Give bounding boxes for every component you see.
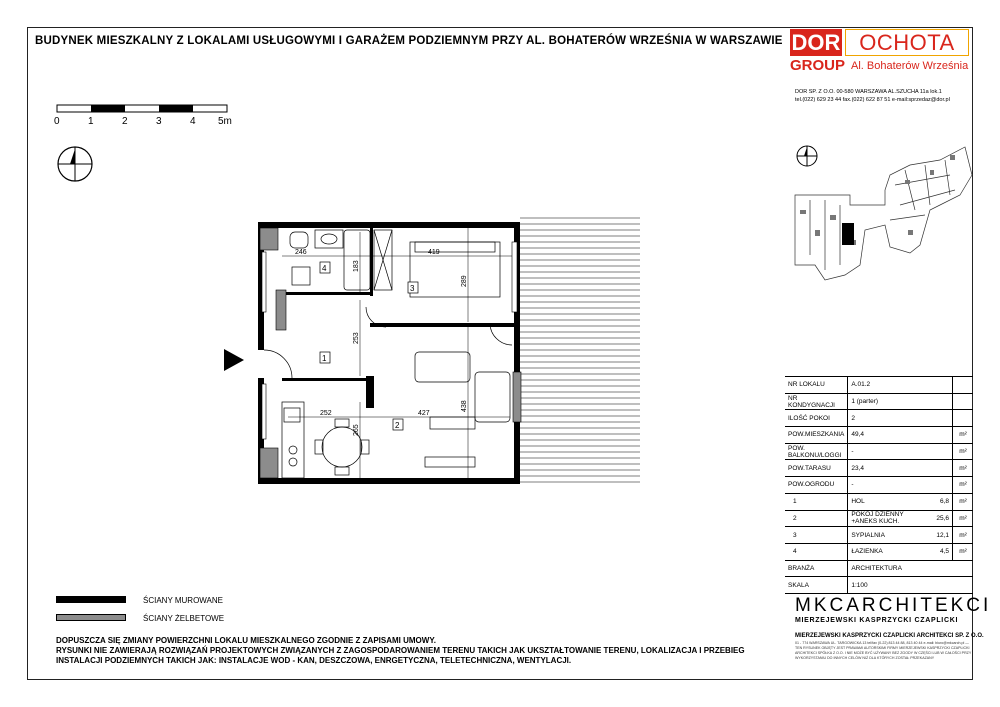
row-value: ARCHITEKTURA (848, 560, 973, 577)
row-value: 2 (848, 410, 953, 427)
table-row (785, 477, 973, 494)
dor-ochota-logo (787, 27, 973, 82)
table-row (785, 460, 973, 477)
row-value: 49,4 (848, 427, 953, 444)
row-value: 1:100 (848, 577, 973, 594)
room-area: 4,5 (933, 543, 952, 560)
dim-252: 252 (320, 410, 332, 417)
dim-427: 427 (418, 410, 430, 417)
floor-plan (220, 212, 645, 488)
room-unit: m² (953, 543, 974, 560)
room-number-1: 1 (322, 354, 327, 363)
row-unit (953, 377, 974, 394)
apartment-info-table (785, 376, 973, 594)
scale-label-1: 1 (88, 116, 94, 127)
row-label: POW.OGRODU (785, 477, 848, 494)
row-label: BRANŻA (785, 560, 848, 577)
page-title: BUDYNEK MIESZKALNY Z LOKALAMI USŁUGOWYMI I GARAŻEM PODZIEMNYM PRZY AL. BOHATERÓW WRZEŚNIA W WARSZAWIE (35, 35, 783, 47)
room-no: 2 (785, 510, 848, 527)
key-plan (790, 135, 975, 285)
room-number-4: 4 (322, 264, 327, 273)
row-label: ILOŚĆ POKOI (785, 410, 848, 427)
architect-names: MIERZEJEWSKI KASPRZYCKI CZAPLICKI (795, 617, 959, 624)
entrance-arrow-icon (222, 347, 246, 373)
legend-masonry-swatch (56, 596, 126, 603)
room-name: HOL (848, 493, 934, 510)
disclaimer (56, 636, 745, 666)
terrace-hatching (520, 218, 640, 482)
table-row (785, 443, 973, 460)
north-arrow-icon (56, 145, 94, 183)
row-unit (953, 410, 974, 427)
room-name: SYPIALNIA (848, 527, 934, 544)
room-no: 1 (785, 493, 848, 510)
contact-line-2: tel.(022) 629 23 44 fax.(022) 622 87 51 e-mail:sprzedaz@dor.pl (795, 97, 950, 103)
row-label: NR KONDYGNACJI (785, 393, 848, 410)
contact-line-1: DOR SP. Z O.O. 00-580 WARSZAWA AL.SZUCHA 11a lok.1 (795, 89, 942, 95)
row-unit: m² (953, 477, 974, 494)
table-row (785, 410, 973, 427)
row-label: NR LOKALU (785, 377, 848, 394)
disclaimer-line-2: RYSUNKI NIE ZAWIERAJĄ ROZWIĄZAŃ PROJEKTOWYCH ZWIĄZANYCH Z ZAGOSPODAROWANIEM TERENU TAKICH JAK UKSZTAŁTOWANIE TERENU, LOKALIZACJA I PRZEBIEG (56, 646, 745, 655)
disclaimer-line-1: DOPUSZCZA SIĘ ZMIANY POWIERZCHNI LOKALU MIESZKALNEGO ZGODNIE Z ZAPISAMI UMOWY. (56, 636, 436, 645)
room-area: 6,8 (933, 493, 952, 510)
dim-289: 289 (461, 275, 468, 287)
room-row (785, 543, 973, 560)
row-unit (953, 393, 974, 410)
logo-ochota: OCHOTA (845, 29, 969, 56)
row-unit: m² (953, 460, 974, 477)
scale-bar (55, 103, 235, 115)
scale-label-0: 0 (54, 116, 60, 127)
room-unit: m² (953, 510, 974, 527)
row-value: - (848, 443, 953, 460)
developer-contact (795, 88, 950, 104)
room-name: POKÓJ DZIENNY +ANEKS KUCH. (848, 510, 934, 527)
architect-logo: MKCARCHITEKCI (795, 595, 992, 616)
info-rows (785, 377, 973, 594)
scale-label-3: 3 (156, 116, 162, 127)
room-unit: m² (953, 493, 974, 510)
row-value: 1 (parter) (848, 393, 953, 410)
table-row (785, 560, 973, 577)
row-label: POW.MIESZKANIA (785, 427, 848, 444)
dim-246: 246 (295, 249, 307, 256)
disclaimer-line-3: INSTALACJI PODZIEMNYCH TAKICH JAK: INSTALACJE WOD - KAN, DESZCZOWA, ENRGETYCZNA, TELETECHNICZNA, WENTYLACJI. (56, 656, 572, 665)
table-row (785, 577, 973, 594)
room-name: ŁAZIENKA (848, 543, 934, 560)
table-row (785, 377, 973, 394)
logo-group: GROUP (790, 57, 846, 74)
room-number-3: 3 (410, 284, 415, 293)
room-row (785, 527, 973, 544)
room-row (785, 493, 973, 510)
legend-masonry-label: ŚCIANY MUROWANE (143, 596, 224, 605)
dim-419: 419 (428, 249, 440, 256)
row-unit: m² (953, 427, 974, 444)
room-number-2: 2 (395, 421, 400, 430)
dim-253: 253 (353, 332, 360, 344)
logo-subtitle: Al. Bohaterów Września (851, 60, 969, 72)
dim-265: 265 (353, 424, 360, 436)
row-value: 23,4 (848, 460, 953, 477)
architect-fine-print: 01 - 774 WARSZAWA UL. TARGOWICKA 13 tel/fax (0-22) 813 44 88, 813 40 44 e-mail: biuro@mkcarch.pl — TEN RYSUNEK OBJĘTY JEST PRAWAMI AUTORSKIMI FIRMY MIERZEJEWSKI KASPRZYCKI CZAPLICKI ARCHITEKCI SPÓŁKA Z O.O. I NIE MOŻE BYĆ UŻYWANY BEZ ZGODY W CZĘŚCI LUB W CAŁOŚCI PRZY WYKORZYSTANIU DO INNYCH CELÓW NIŻ DLA KTÓRYCH ZOSTAŁ PRZEKAZANY (795, 641, 972, 660)
room-row (785, 510, 973, 527)
table-row (785, 393, 973, 410)
room-unit: m² (953, 527, 974, 544)
scale-label-2: 2 (122, 116, 128, 127)
dim-438: 438 (461, 400, 468, 412)
architect-company: MIERZEJEWSKI KASPRZYCKI CZAPLICKI ARCHITEKCI SP. Z O.O. (795, 633, 984, 639)
room-no: 4 (785, 543, 848, 560)
row-value: A.01.2 (848, 377, 953, 394)
row-unit: m² (953, 443, 974, 460)
scale-label-4: 4 (190, 116, 196, 127)
row-label: SKALA (785, 577, 848, 594)
table-row (785, 427, 973, 444)
scale-label-5m: 5m (218, 116, 232, 127)
key-plan-highlight (842, 223, 854, 245)
row-label: POW.TARASU (785, 460, 848, 477)
row-label: POW. BALKONU/LOGGI (785, 443, 848, 460)
legend-concrete-label: ŚCIANY ŻELBETOWE (143, 614, 225, 623)
logo-dor: DOR (791, 30, 841, 55)
legend-concrete-swatch (56, 614, 126, 621)
dim-183: 183 (353, 260, 360, 272)
row-value: - (848, 477, 953, 494)
room-area: 25,6 (933, 510, 952, 527)
room-area: 12,1 (933, 527, 952, 544)
room-no: 3 (785, 527, 848, 544)
